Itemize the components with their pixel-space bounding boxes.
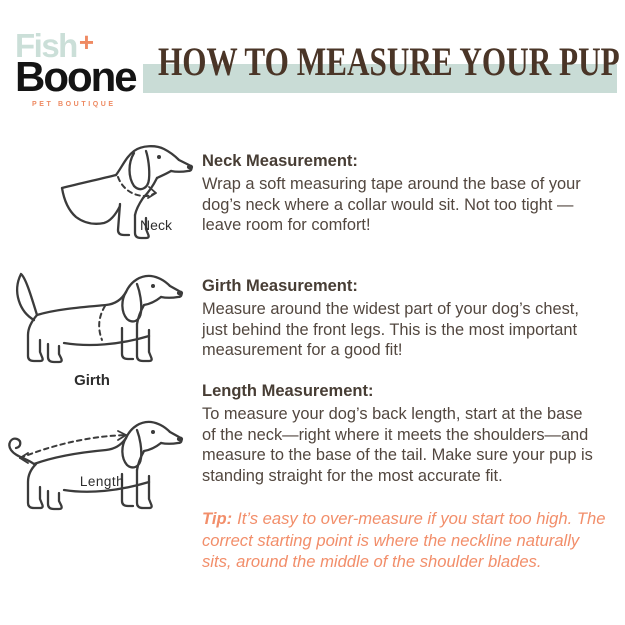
dog-front-leg	[137, 324, 152, 361]
dog-length-illustration	[2, 414, 192, 526]
dog-girth-illustration	[4, 266, 186, 392]
neck-diagram-label: Neck	[140, 217, 172, 233]
dog-rear-leg	[28, 315, 43, 361]
tip-note	[202, 508, 625, 573]
girth-measure-dashed-line	[99, 306, 105, 340]
dog-rear-far-leg	[48, 344, 62, 362]
girth-diagram-label: Girth	[74, 372, 110, 389]
dog-tail	[17, 274, 37, 320]
neck-section-title: Neck Measurement:	[202, 152, 358, 170]
dog-ear	[130, 151, 150, 189]
logo-fish-text: Fish	[15, 27, 77, 64]
dog-front-leg	[137, 470, 152, 508]
dog-eye	[151, 284, 155, 288]
dog-nose	[177, 437, 183, 442]
tip-first-line	[202, 508, 625, 530]
tip-remaining-lines: correct starting point is where the neckline naturally sits, around the middle of the shoulder blades.	[202, 530, 580, 571]
dog-front-far-leg	[122, 328, 133, 359]
dog-nose	[177, 291, 183, 296]
dog-jaw	[157, 171, 171, 178]
logo-tagline: PET BOUTIQUE	[32, 101, 116, 108]
length-section-body: To measure your dog’s back length, start at the base of the neck—right where it meets the shoulders—and measure to the base of the tail. Make sure your pup is standing straight for the most accurate fit.	[202, 405, 593, 485]
neck-section	[202, 151, 625, 236]
dog-back-line	[62, 175, 116, 188]
dog-head-outline	[116, 146, 192, 175]
girth-section	[202, 276, 625, 361]
dog-back-line	[34, 438, 126, 464]
neck-section-body: Wrap a soft measuring tape around the base of your dog’s neck where a collar would sit. Not too tight — leave room for comfort!	[202, 175, 581, 234]
length-section-title: Length Measurement:	[202, 382, 374, 400]
length-section	[202, 381, 625, 486]
logo-boone-text: Boone	[15, 53, 136, 100]
dog-eye	[157, 155, 161, 159]
tip-label: Tip:	[202, 509, 233, 528]
girth-section-title: Girth Measurement:	[202, 277, 358, 295]
dog-rear-leg	[28, 464, 43, 508]
logo-plus-sign: +	[78, 27, 95, 57]
page-title: HOW TO MEASURE YOUR PUP	[158, 39, 620, 84]
tip-first-line-text: It’s easy to over-measure if you start too high. The	[237, 509, 606, 528]
dog-eye	[151, 430, 155, 434]
dog-belly	[62, 188, 120, 224]
dog-rear-far-leg	[48, 491, 62, 509]
brand-logo	[15, 28, 136, 108]
dog-neck-illustration	[48, 142, 200, 252]
dog-back-line	[37, 292, 126, 315]
dog-tail	[9, 439, 34, 464]
length-diagram-label: Length	[79, 474, 125, 489]
girth-section-body: Measure around the widest part of your dog’s chest, just behind the front legs. This is the most important measurement for a good fit!	[202, 300, 579, 359]
dog-nose	[187, 165, 193, 170]
